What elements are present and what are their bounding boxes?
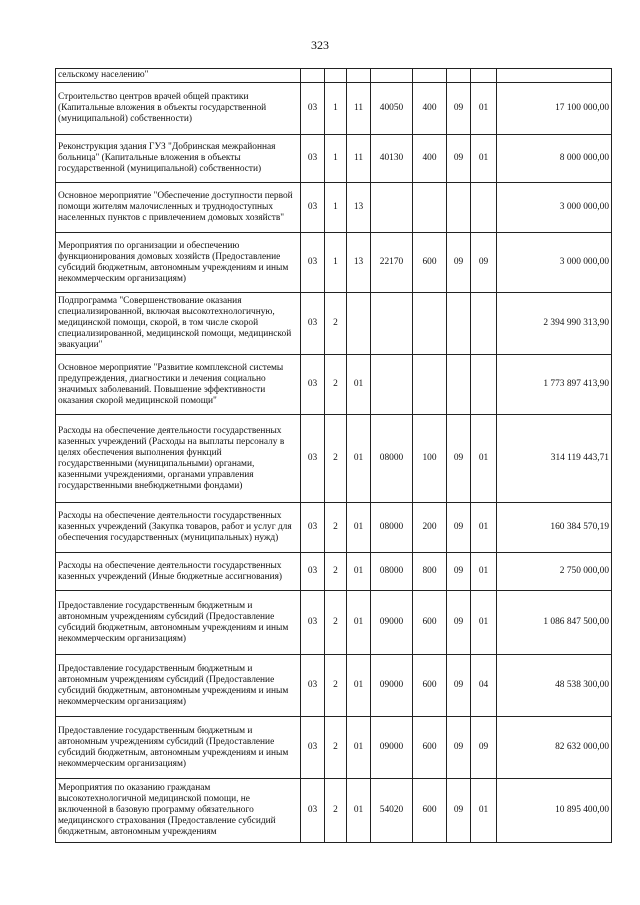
subprogram-code-cell: 2 [325,591,347,655]
amount-cell: 17 100 000,00 [497,83,612,135]
table-row [56,655,612,717]
amount-cell [497,69,612,83]
expense-type-code-cell [413,69,447,83]
program-code-cell: 03 [301,415,325,503]
amount-cell: 3 000 000,00 [497,233,612,293]
direction-code-cell [371,69,413,83]
subsection-code-cell: 01 [471,779,497,843]
main-event-code-cell: 13 [347,183,371,233]
subsection-code-cell [471,293,497,355]
amount-cell: 160 384 570,19 [497,503,612,553]
amount-cell: 1 086 847 500,00 [497,591,612,655]
direction-code-cell: 54020 [371,779,413,843]
table-row [56,69,612,83]
subsection-code-cell [471,183,497,233]
row-description-cell: Основное мероприятие "Обеспечение доступности первой помощи жителям малочисленных и труднодоступных населенных пунктов с привлечением домовых хозяйств" [56,183,301,233]
main-event-code-cell [347,293,371,355]
table-row [56,553,612,591]
subprogram-code-cell: 2 [325,415,347,503]
main-event-code-cell: 01 [347,503,371,553]
amount-cell: 2 394 990 313,90 [497,293,612,355]
main-event-code-cell: 01 [347,717,371,779]
table-row [56,293,612,355]
subprogram-code-cell: 2 [325,655,347,717]
subsection-code-cell [471,69,497,83]
direction-code-cell [371,293,413,355]
section-code-cell: 09 [447,83,471,135]
main-event-code-cell: 13 [347,233,371,293]
direction-code-cell: 40130 [371,135,413,183]
subprogram-code-cell: 1 [325,135,347,183]
subsection-code-cell: 01 [471,503,497,553]
amount-cell: 82 632 000,00 [497,717,612,779]
subsection-code-cell: 01 [471,83,497,135]
subsection-code-cell: 01 [471,135,497,183]
program-code-cell: 03 [301,355,325,415]
section-code-cell: 09 [447,233,471,293]
amount-cell: 3 000 000,00 [497,183,612,233]
subprogram-code-cell: 1 [325,233,347,293]
program-code-cell: 03 [301,655,325,717]
row-description-cell: Мероприятия по оказанию гражданам высокотехнологичной медицинской помощи, не включенной в базовую программу обязательного медицинского страхования (Предоставление субсидий бюджетным, автономным учреждениям [56,779,301,843]
direction-code-cell: 08000 [371,553,413,591]
section-code-cell [447,293,471,355]
section-code-cell: 09 [447,655,471,717]
expense-type-code-cell: 800 [413,553,447,591]
expense-type-code-cell: 600 [413,655,447,717]
section-code-cell [447,355,471,415]
subprogram-code-cell: 1 [325,83,347,135]
expense-type-code-cell: 200 [413,503,447,553]
amount-cell: 314 119 443,71 [497,415,612,503]
subprogram-code-cell: 2 [325,717,347,779]
subsection-code-cell: 09 [471,233,497,293]
direction-code-cell: 22170 [371,233,413,293]
main-event-code-cell [347,69,371,83]
section-code-cell: 09 [447,779,471,843]
subprogram-code-cell: 1 [325,183,347,233]
expense-type-code-cell: 600 [413,779,447,843]
direction-code-cell: 08000 [371,415,413,503]
program-code-cell: 03 [301,233,325,293]
subprogram-code-cell: 2 [325,293,347,355]
subsection-code-cell: 04 [471,655,497,717]
main-event-code-cell: 01 [347,591,371,655]
page-number: 323 [311,38,329,52]
expense-type-code-cell: 400 [413,135,447,183]
row-description-cell: Подпрограмма "Совершенствование оказания специализированной, включая высокотехнологичную, медицинской помощи, скорой, в том числе скорой специализированной, медицинской помощи, медицинской эвакуации" [56,293,301,355]
section-code-cell [447,69,471,83]
subprogram-code-cell: 2 [325,355,347,415]
table-row [56,135,612,183]
amount-cell: 10 895 400,00 [497,779,612,843]
main-event-code-cell: 01 [347,553,371,591]
section-code-cell: 09 [447,553,471,591]
table-row [56,591,612,655]
program-code-cell: 03 [301,717,325,779]
subprogram-code-cell: 2 [325,553,347,591]
row-description-cell: Основное мероприятие "Развитие комплексной системы предупреждения, диагностики и лечения социально значимых заболеваний. Повышение эффективности оказания скорой медицинской помощи" [56,355,301,415]
program-code-cell: 03 [301,293,325,355]
row-description-cell: Предоставление государственным бюджетным и автономным учреждениям субсидий (Предоставление субсидий бюджетным, автономным учреждениям и иным некоммерческим организациям) [56,717,301,779]
budget-table [55,68,612,843]
amount-cell: 1 773 897 413,90 [497,355,612,415]
section-code-cell: 09 [447,135,471,183]
subprogram-code-cell: 2 [325,503,347,553]
expense-type-code-cell: 600 [413,717,447,779]
main-event-code-cell: 11 [347,135,371,183]
subsection-code-cell: 09 [471,717,497,779]
table-row [56,233,612,293]
row-description-cell: Расходы на обеспечение деятельности государственных казенных учреждений (Расходы на выплаты персоналу в целях обеспечения выполнения функций государственными (муниципальными) органами, казенными учреждениями, органами управления государственными внебюджетными фондами) [56,415,301,503]
table-row [56,779,612,843]
row-description-cell: Мероприятия по организации и обеспечению функционирования домовых хозяйств (Предоставление субсидий бюджетным, автономным учреждениям и иным некоммерческим организациям) [56,233,301,293]
direction-code-cell: 40050 [371,83,413,135]
table-row [56,717,612,779]
direction-code-cell: 09000 [371,717,413,779]
table-row [56,83,612,135]
amount-cell: 2 750 000,00 [497,553,612,591]
subprogram-code-cell: 2 [325,779,347,843]
section-code-cell: 09 [447,503,471,553]
row-description-cell: Реконструкция здания ГУЗ "Добринская межрайонная больница" (Капитальные вложения в объекты государственной (муниципальной) собственности) [56,135,301,183]
program-code-cell: 03 [301,779,325,843]
row-description-cell: Расходы на обеспечение деятельности государственных казенных учреждений (Иные бюджетные ассигнования) [56,553,301,591]
expense-type-code-cell [413,183,447,233]
expense-type-code-cell: 600 [413,591,447,655]
subsection-code-cell [471,355,497,415]
amount-cell: 8 000 000,00 [497,135,612,183]
main-event-code-cell: 01 [347,655,371,717]
section-code-cell: 09 [447,717,471,779]
program-code-cell: 03 [301,503,325,553]
expense-type-code-cell: 100 [413,415,447,503]
expense-type-code-cell: 400 [413,83,447,135]
section-code-cell [447,183,471,233]
section-code-cell: 09 [447,591,471,655]
table-row [56,355,612,415]
table-row [56,415,612,503]
subsection-code-cell: 01 [471,415,497,503]
direction-code-cell: 09000 [371,655,413,717]
row-description-cell: Предоставление государственным бюджетным и автономным учреждениям субсидий (Предоставление субсидий бюджетным, автономным учреждениям и иным некоммерческим организациям) [56,655,301,717]
program-code-cell [301,69,325,83]
amount-cell: 48 538 300,00 [497,655,612,717]
direction-code-cell [371,183,413,233]
subsection-code-cell: 01 [471,591,497,655]
expense-type-code-cell [413,355,447,415]
direction-code-cell [371,355,413,415]
table-body [56,69,612,843]
program-code-cell: 03 [301,135,325,183]
subprogram-code-cell [325,69,347,83]
expense-type-code-cell [413,293,447,355]
program-code-cell: 03 [301,183,325,233]
program-code-cell: 03 [301,553,325,591]
subsection-code-cell: 01 [471,553,497,591]
direction-code-cell: 09000 [371,591,413,655]
table-row [56,183,612,233]
main-event-code-cell: 11 [347,83,371,135]
row-description-cell: Предоставление государственным бюджетным и автономным учреждениям субсидий (Предоставление субсидий бюджетным, автономным учреждениям и иным некоммерческим организациям) [56,591,301,655]
main-event-code-cell: 01 [347,415,371,503]
main-event-code-cell: 01 [347,779,371,843]
row-description-cell: Строительство центров врачей общей практики (Капитальные вложения в объекты государственной (муниципальной) собственности) [56,83,301,135]
section-code-cell: 09 [447,415,471,503]
direction-code-cell: 08000 [371,503,413,553]
main-event-code-cell: 01 [347,355,371,415]
table-row [56,503,612,553]
row-description-cell: сельскому населению" [56,69,301,83]
program-code-cell: 03 [301,83,325,135]
program-code-cell: 03 [301,591,325,655]
row-description-cell: Расходы на обеспечение деятельности государственных казенных учреждений (Закупка товаров, работ и услуг для обеспечения государственных (муниципальных) нужд) [56,503,301,553]
expense-type-code-cell: 600 [413,233,447,293]
